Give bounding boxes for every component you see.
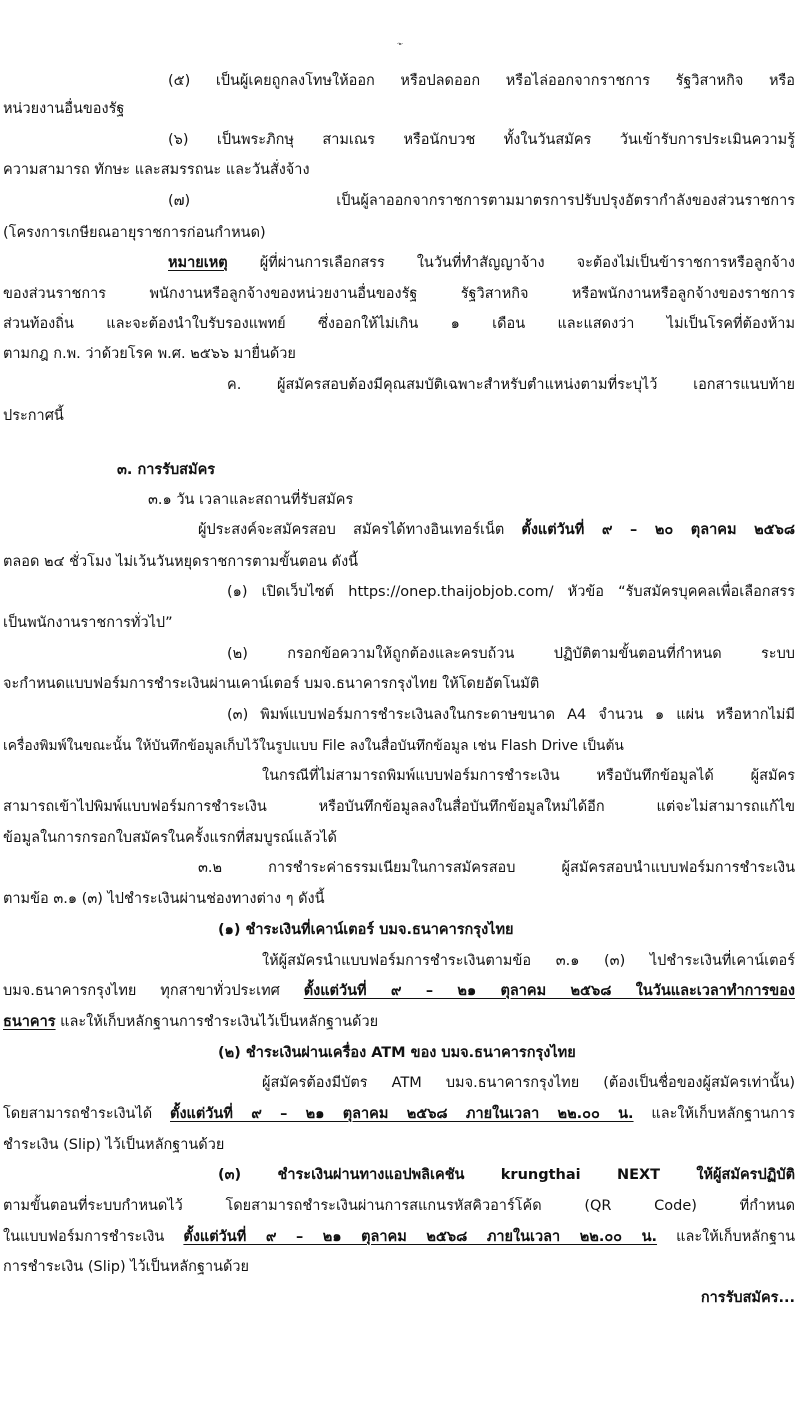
section-3-heading: ๓. การรับสมัคร: [117, 462, 216, 478]
payment-2-line-2: โดยสามารถชำระเงินได้ ตั้งแต่วันที่ ๙ – ๒๑ ตุลาคม ๒๕๖๘ ภายในเวลา ๒๒.๐๐ น. และให้เก็บหลักฐานการ: [3, 1106, 795, 1122]
section-3-1-line-2: ตลอด ๒๔ ชั่วโมง ไม่เว้นวันหยุดราชการตามขั้นตอน ดังนี้: [3, 554, 359, 570]
payment-2-heading: (๒) ชำระเงินผ่านเครื่อง ATM ของ บมจ.ธนาคารกรุงไทย: [218, 1045, 576, 1061]
step-3-line-4: สามารถเข้าไปพิมพ์แบบฟอร์มการชำระเงิน หรือบันทึกข้อมูลลงในสื่อบันทึกข้อมูลใหม่ได้อีก แต่จะไม่สามารถแก้ไข: [3, 799, 795, 815]
qualification-line-1: ค. ผู้สมัครสอบต้องมีคุณสมบัติเฉพาะสำหรับตำแหน่งตามที่ระบุไว้ เอกสารแนบท้าย: [227, 377, 795, 393]
payment-1-line-3: ธนาคาร และให้เก็บหลักฐานการชำระเงินไว้เป็นหลักฐานด้วย: [3, 1014, 379, 1030]
page-number: -๒-: [396, 42, 404, 47]
section-3-2-line-2: ตามข้อ ๓.๑ (๓) ไปชำระเงินผ่านช่องทางต่าง ๆ ดังนี้: [3, 891, 325, 907]
note-line-1: หมายเหตุ ผู้ที่ผ่านการเลือกสรร ในวันที่ทำสัญญาจ้าง จะต้องไม่เป็นข้าราชการหรือลูกจ้าง: [168, 255, 795, 271]
section-3-1-line-1: ผู้ประสงค์จะสมัครสอบ สมัครได้ทางอินเทอร์เน็ต ตั้งแต่วันที่ ๙ – ๒๐ ตุลาคม ๒๕๖๘: [198, 522, 795, 538]
note-label: หมายเหตุ: [168, 255, 228, 271]
step-3-line-3: ในกรณีที่ไม่สามารถพิมพ์แบบฟอร์มการชำระเงิน หรือบันทึกข้อมูลได้ ผู้สมัคร: [262, 768, 795, 784]
qualification-line-2: ประกาศนี้: [3, 408, 64, 424]
step-1-line-2: เป็นพนักงานราชการทั่วไป”: [3, 615, 173, 631]
item-5-line-2: หน่วยงานอื่นของรัฐ: [3, 101, 125, 117]
note-line-3: ส่วนท้องถิ่น และจะต้องนำใบรับรองแพทย์ ซึ่งออกให้ไม่เกิน ๑ เดือน และแสดงว่า ไม่เป็นโรคที่ต้องห้าม: [3, 316, 795, 332]
step-3-line-5: ข้อมูลในการกรอกใบสมัครในครั้งแรกที่สมบูรณ์แล้วได้: [3, 830, 337, 846]
note-line-2: ของส่วนราชการ พนักงานหรือลูกจ้างของหน่วยงานอื่นของรัฐ รัฐวิสาหกิจ หรือพนักงานหรือลูกจ้างของราชการ: [3, 286, 795, 302]
item-5-line-1: (๕) เป็นผู้เคยถูกลงโทษให้ออก หรือปลดออก หรือไล่ออกจากราชการ รัฐวิสาหกิจ หรือ: [168, 73, 795, 89]
step-3-line-1: (๓) พิมพ์แบบฟอร์มการชำระเงินลงในกระดาษขนาด A4 จำนวน ๑ แผ่น หรือหากไม่มี: [227, 707, 795, 723]
continuation-footer: การรับสมัคร...: [700, 1290, 795, 1306]
payment-3-line-1: ตามขั้นตอนที่ระบบกำหนดไว้ โดยสามารถชำระเงินผ่านการสแกนรหัสคิวอาร์โค้ด (QR Code) ที่กำหนด: [3, 1198, 795, 1214]
step-2-line-1: (๒) กรอกข้อความให้ถูกต้องและครบถ้วน ปฏิบัติตามขั้นตอนที่กำหนด ระบบ: [227, 646, 795, 662]
payment-3-line-2: ในแบบฟอร์มการชำระเงิน ตั้งแต่วันที่ ๙ – ๒๑ ตุลาคม ๒๕๖๘ ภายในเวลา ๒๒.๐๐ น. และให้เก็บหลักฐาน: [3, 1229, 796, 1245]
step-1-line-1: (๑) เปิดเว็บไซต์ https://onep.thaijobjob.com/ หัวข้อ “รับสมัครบุคคลเพื่อเลือกสรร: [227, 584, 795, 600]
section-3-2-line-1: ๓.๒ การชำระค่าธรรมเนียมในการสมัครสอบ ผู้สมัครสอบนำแบบฟอร์มการชำระเงิน: [198, 860, 795, 876]
payment-3-heading: (๓) ชำระเงินผ่านทางแอปพลิเคชัน krungthai NEXT ให้ผู้สมัครปฏิบัติ: [218, 1167, 796, 1183]
payment-1-line-1: ให้ผู้สมัครนำแบบฟอร์มการชำระเงินตามข้อ ๓.๑ (๓) ไปชำระเงินที่เคาน์เตอร์: [262, 953, 795, 969]
payment-2-line-3: ชำระเงิน (Slip) ไว้เป็นหลักฐานด้วย: [3, 1137, 225, 1153]
item-7-line-1: (๗) เป็นผู้ลาออกจากราชการตามมาตรการปรับปรุงอัตรากำลังของส่วนราชการ: [168, 193, 795, 209]
item-7-line-2: (โครงการเกษียณอายุราชการก่อนกำหนด): [3, 225, 266, 241]
payment-1-heading: (๑) ชำระเงินที่เคาน์เตอร์ บมจ.ธนาคารกรุงไทย: [218, 922, 514, 938]
item-6-line-1: (๖) เป็นพระภิกษุ สามเณร หรือนักบวช ทั้งในวันสมัคร วันเข้ารับการประเมินความรู้: [168, 132, 795, 148]
payment-2-line-1: ผู้สมัครต้องมีบัตร ATM บมจ.ธนาคารกรุงไทย (ต้องเป็นชื่อของผู้สมัครเท่านั้น): [262, 1075, 795, 1091]
item-6-line-2: ความสามารถ ทักษะ และสมรรถนะ และวันสั่งจ้าง: [3, 162, 310, 178]
payment-1-line-2: บมจ.ธนาคารกรุงไทย ทุกสาขาทั่วประเทศ ตั้งแต่วันที่ ๙ – ๒๑ ตุลาคม ๒๕๖๘ ในวันและเวลาทำการของ: [3, 983, 795, 999]
section-3-1-heading: ๓.๑ วัน เวลาและสถานที่รับสมัคร: [148, 492, 354, 508]
step-2-line-2: จะกำหนดแบบฟอร์มการชำระเงินผ่านเคาน์เตอร์ บมจ.ธนาคารกรุงไทย ให้โดยอัตโนมัติ: [3, 676, 540, 692]
step-3-line-2: เครื่องพิมพ์ในขณะนั้น ให้บันทึกข้อมูลเก็บไว้ในรูปแบบ File ลงในสื่อบันทึกข้อมูล เช่น Flash Drive เป็นต้น: [3, 738, 624, 754]
note-line-4: ตามกฎ ก.พ. ว่าด้วยโรค พ.ศ. ๒๕๖๖ มายื่นด้วย: [3, 346, 296, 362]
payment-3-line-3: การชำระเงิน (Slip) ไว้เป็นหลักฐานด้วย: [3, 1259, 250, 1275]
